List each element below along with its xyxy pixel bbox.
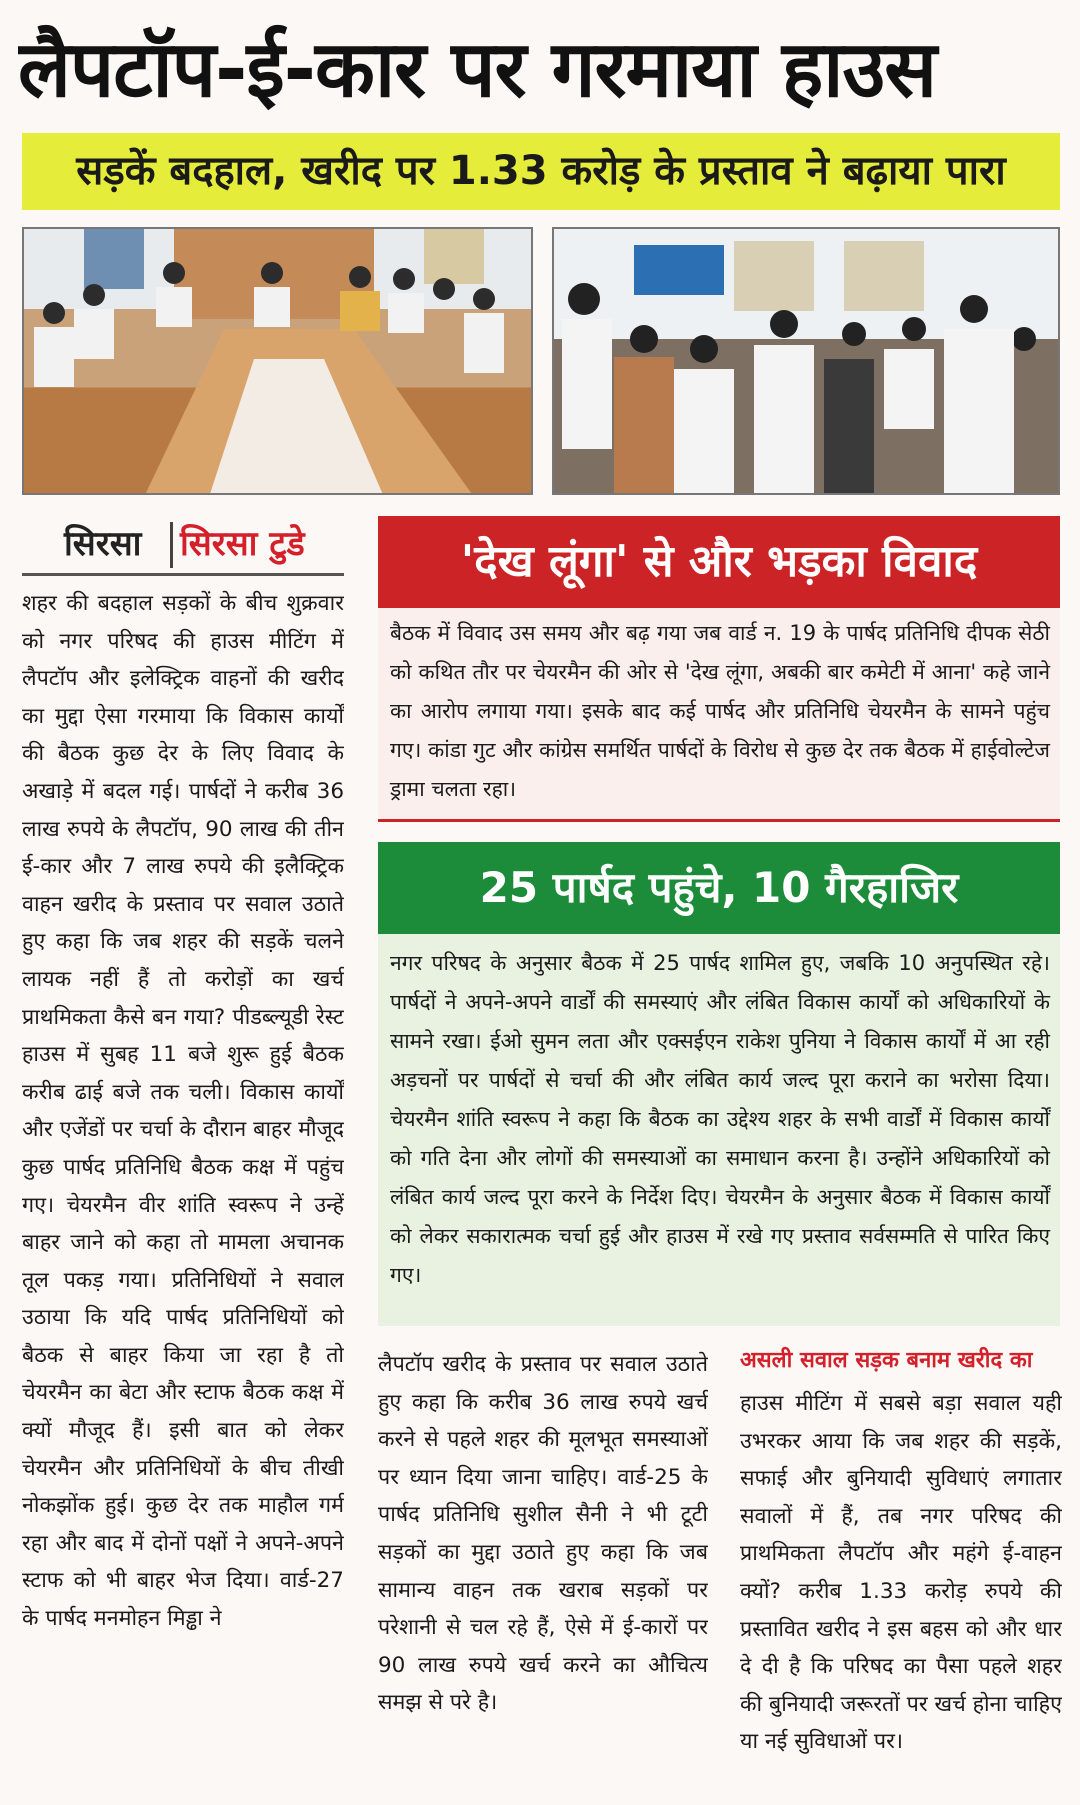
red-box-title: 'देख लूंगा' से और भड़का विवाद bbox=[378, 516, 1060, 608]
headline: लैपटॉप-ई-कार पर गरमाया हाउस bbox=[18, 25, 936, 115]
subheadline: सड़कें बदहाल, खरीद पर 1.33 करोड़ के प्रस्ताव ने बढ़ाया पारा bbox=[22, 133, 1060, 210]
middle-column-text: लैपटॉप खरीद के प्रस्ताव पर सवाल उठाते हुए कहा कि करीब 36 लाख रुपये खर्च करने से पहले शहर की मूलभूत समस्याओं पर ध्यान दिया जाना चाहिए। वार्ड-25 के पार्षद प्रतिनिधि सुशील सैनी ने भी टूटी सड़कों का मुद्दा उठाते हुए कहा कि जब सामान्य वाहन तक खराब सड़कों पर परेशानी से चल रहे हैं, ऐसे में ई-कारों पर 90 लाख रुपये खर्च करने का औचित्य समझ से परे है। bbox=[378, 1352, 708, 1716]
green-box-text: नगर परिषद के अनुसार बैठक में 25 पार्षद शामिल हुए, जबकि 10 अनुपस्थित रहे। पार्षदों ने अपने-अपने वार्डों की समस्याएं और लंबित विकास कार्यों को अधिकारियों के सामने रखा। ईओ सुमन लता और एक्सईएन राकेश पुनिया ने विकास कार्यों में आ रही अड़चनों पर पार्षदों से चर्चा की और लंबित कार्य जल्द पूरा कराने का भरोसा दिया। चेयरमैन शांति स्वरूप ने कहा कि बैठक का उद्देश्य शहर के सभी वार्डों में विकास कार्यों को गति देना और लोगों की समस्याओं का समाधान करना है। उन्होंने अधिकारियों को लंबित कार्य जल्द पूरा करने के निर्देश दिए। चेयरमैन के अनुसार बैठक में विकास कार्यों को लेकर सकारात्मक चर्चा हुई और हाउस में रखे गए प्रस्ताव सर्वसम्मति से पारित किए गए। bbox=[378, 934, 1060, 1326]
dateline-paper: सिरसा टुडे bbox=[180, 524, 305, 564]
right-column-title: असली सवाल सड़क बनाम खरीद का bbox=[740, 1348, 1033, 1373]
dateline-city: सिरसा bbox=[64, 524, 142, 564]
left-column-text: शहर की बदहाल सड़कों के बीच शुक्रवार को नगर परिषद की हाउस मीटिंग में लैपटॉप और इलेक्ट्रिक वाहनों की खरीद का मुद्दा ऐसा गरमाया कि विकास कार्यों की बैठक कुछ देर के लिए विवाद के अखाड़े में बदल गई। पार्षदों ने करीब 36 लाख रुपये के लैपटॉप, 90 लाख की तीन ई-कार और 7 लाख रुपये की इलैक्ट्रिक वाहन खरीद के प्रस्ताव पर सवाल उठाते हुए कहा कि जब शहर की सड़कें चलने लायक नहीं हैं तो करोड़ों का खर्च प्राथमिकता कैसे बन गया? पीडब्ल्यूडी रेस्ट हाउस में सुबह 11 बजे शुरू हुई बैठक करीब ढाई बजे तक चली। विकास कार्यों और एजेंडों पर चर्चा के दौरान बाहर मौजूद कुछ पार्षद प्रतिनिधि बैठक कक्ष में पहुंच गए। चेयरमैन वीर शांति स्वरूप ने उन्हें बाहर जाने को कहा तो मामला अचानक तूल पकड़ गया। प्रतिनिधियों ने सवाल उठाया कि यदि पार्षद प्रतिनिधियों को बैठक से बाहर किया जा रहा है तो चेयरमैन का बेटा और स्टाफ बैठक कक्ष में क्यों मौजूद हैं। इसी बात को लेकर चेयरमैन और प्रतिनिधियों के बीच तीखी नोकझोंक हुई। कुछ देर तक माहौल गर्म रहा और बाद में दोनों पक्षों ने अपने-अपने स्टाफ को भी बाहर भेज दिया। वार्ड-27 के पार्षद मनमोहन मिड्ढा ने bbox=[22, 591, 344, 1632]
dateline bbox=[22, 516, 344, 576]
green-box-title: 25 पार्षद पहुंचे, 10 गैरहाजिर bbox=[378, 842, 1060, 934]
meeting-photo-right bbox=[552, 227, 1060, 495]
right-column-text: हाउस मीटिंग में सबसे बड़ा सवाल यही उभरकर आया कि जब शहर की सड़कें, सफाई और बुनियादी सुविधाएं लगातार सवालों में हैं, तब नगर परिषद की प्राथमिकता लैपटॉप और महंगे ई-वाहन क्यों? करीब 1.33 करोड़ रुपये की प्रस्तावित खरीद ने इस बहस को और धार दे दी है कि परिषद का पैसा पहले शहर की बुनियादी जरूरतों पर खर्च होना चाहिए या नई सुविधाओं पर। bbox=[740, 1391, 1062, 1755]
meeting-photo-right-art bbox=[554, 229, 1060, 495]
meeting-photo-left bbox=[22, 227, 533, 495]
red-box-text: बैठक में विवाद उस समय और बढ़ गया जब वार्ड न. 19 के पार्षद प्रतिनिधि दीपक सेठी को कथित तौर पर चेयरमैन की ओर से 'देख लूंगा, अबकी बार कमेटी में आना' कहे जाने का आरोप लगाया गया। इसके बाद कई पार्षद और प्रतिनिधि चेयरमैन के सामने पहुंच गए। कांडा गुट और कांग्रेस समर्थित पार्षदों के विरोध से कुछ देर तक बैठक में हाईवोल्टेज ड्रामा चलता रहा। bbox=[378, 608, 1060, 822]
meeting-photo-left-art bbox=[24, 229, 533, 495]
dateline-separator bbox=[170, 522, 173, 568]
